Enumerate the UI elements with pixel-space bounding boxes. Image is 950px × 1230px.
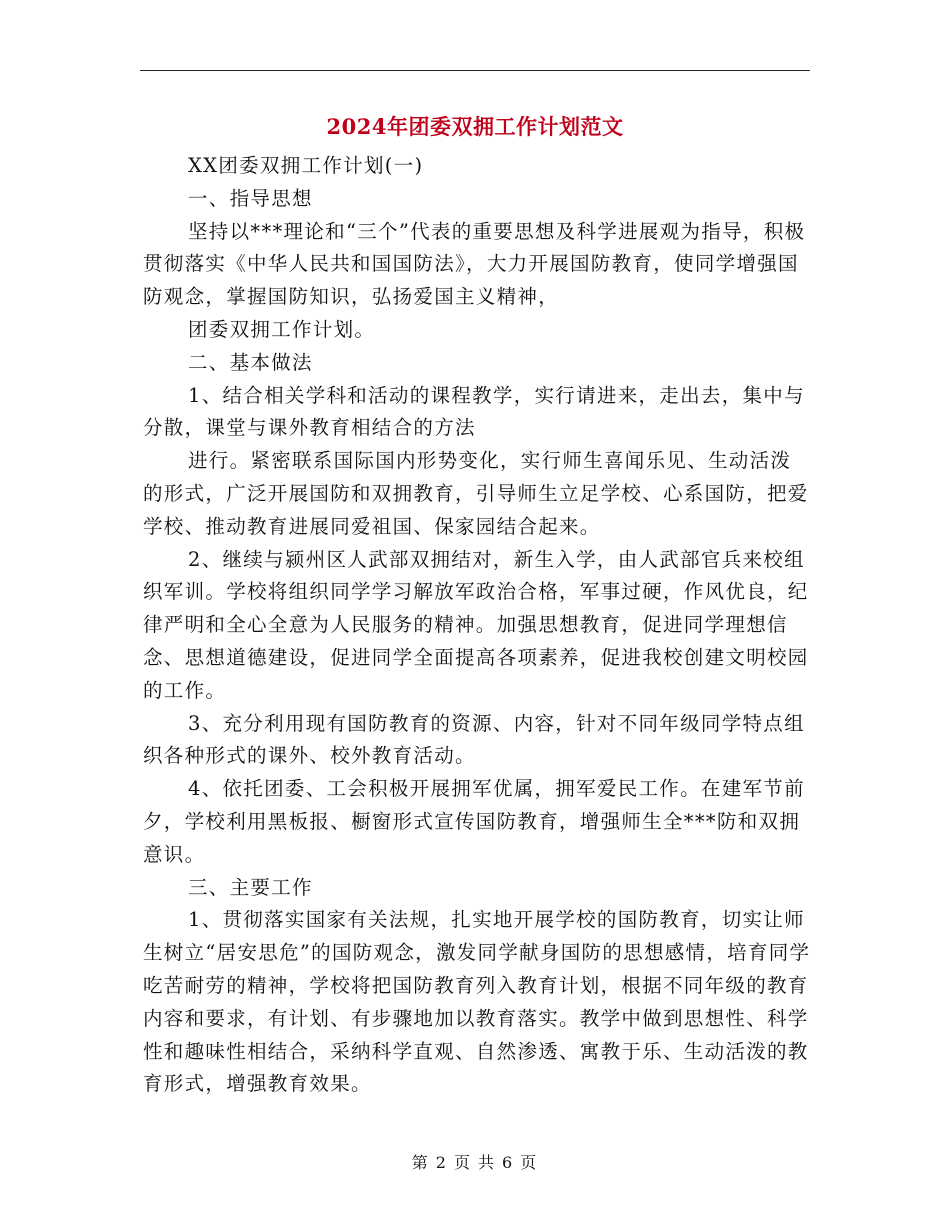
paragraph-method-3: 3、充分利用现有国防教育的资源、内容，针对不同年级同学特点组织各种形式的课外、校外教育活动。 xyxy=(143,711,805,768)
document-body xyxy=(143,150,811,1101)
footer-total-pages: 6 xyxy=(502,1153,515,1172)
footer-total-prefix: 共 xyxy=(478,1153,497,1172)
paragraph-method-4: 4、依托团委、工会积极开展拥军优属，拥军爱民工作。在建军节前夕，学校利用黑板报、橱窗形式宣传国防教育，增强师生全***防和双拥意识。 xyxy=(143,777,805,866)
paragraph-method-1: 1、结合相关学科和活动的课程教学，实行请进来，走出去，集中与分散，课堂与课外教育相结合的方法 xyxy=(143,383,805,440)
paragraph-section-1-heading: 一、指导思想 xyxy=(188,186,313,210)
paragraph-method-2: 2、继续与颍州区人武部双拥结对，新生入学，由人武部官兵来校组织军训。学校将组织同学学习解放军政治合格，军事过硬，作风优良，纪律严明和全心全意为人民服务的精神。加强思想教育，促进同学理想信念、思想道德建设，促进同学全面提高各项素养，促进我校创建文明校园的工作。 xyxy=(143,547,809,702)
document-title: 2024年团委双拥工作计划范文 xyxy=(326,114,624,139)
footer-total-suffix: 页 xyxy=(520,1153,539,1172)
header-rule xyxy=(140,70,810,71)
paragraph-plan-heading: XX团委双拥工作计划(一) xyxy=(188,154,424,177)
paragraph-guiding-thought: 坚持以***理论和“三个”代表的重要思想及科学进展观为指导，积极贯彻落实《中华人民共和国国防法》，大力开展国防教育，使同学增强国防观念，掌握国防知识，弘扬爱国主义精神， xyxy=(143,219,806,309)
page-footer xyxy=(0,1150,950,1173)
paragraph-plan-label: 团委双拥工作计划。 xyxy=(188,317,376,341)
footer-current-page: 2 xyxy=(435,1153,448,1172)
paragraph-section-2-heading: 二、基本做法 xyxy=(188,350,313,374)
footer-page-prefix: 第 xyxy=(411,1153,430,1172)
paragraph-section-3-heading: 三、主要工作 xyxy=(188,875,313,899)
footer-page-word: 页 xyxy=(453,1153,472,1172)
paragraph-method-1-continued: 进行。紧密联系国际国内形势变化，实行师生喜闻乐见、生动活泼的形式，广泛开展国防和双拥教育，引导师生立足学校、心系国防，把爱学校、推动教育进展同爱祖国、保家园结合起来。 xyxy=(143,449,809,538)
paragraph-work-1: 1、贯彻落实国家有关法规，扎实地开展学校的国防教育，切实让师生树立“居安思危”的国防观念，激发同学献身国防的思想感情，培育同学吃苦耐劳的精神，学校将把国防教育列入教育计划，根据不同年级的教育内容和要求，有计划、有步骤地加以教育落实。教学中做到思想性、科学性和趣味性相结合，采纳科学直观、自然渗透、寓教于乐、生动活泼的教育形式，增强教育效果。 xyxy=(143,908,811,1096)
